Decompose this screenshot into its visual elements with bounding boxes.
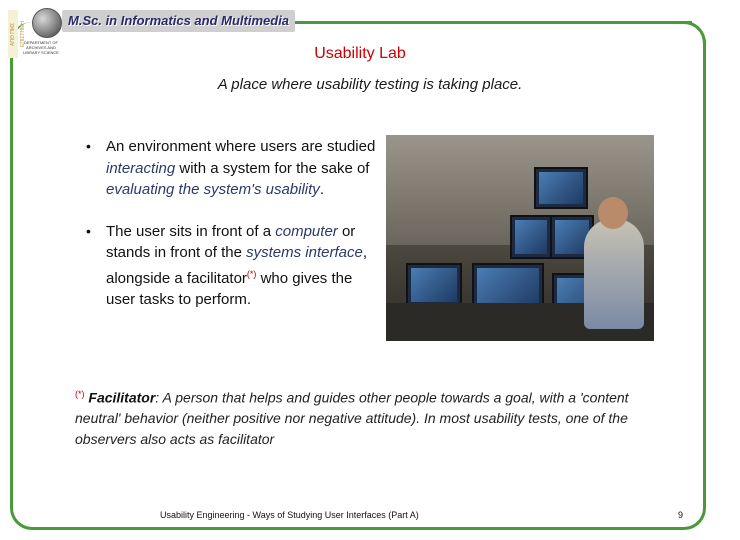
slide-title: Usability Lab	[314, 45, 406, 62]
bullet-emphasis: computer	[275, 222, 338, 240]
footnote-marker: (*)	[75, 389, 85, 399]
bullet-text: or stands in front of the	[106, 222, 356, 261]
usability-lab-photo	[386, 135, 654, 341]
side-stripe: ΑΠΘ ΠΜΣ ΕΠΙΣΤΗΜΗ	[8, 10, 18, 58]
bullet-text: with a system for the sake of	[175, 159, 370, 177]
footnote-marker: (*)	[246, 268, 257, 279]
bullet-text: The user sits in front of a	[106, 222, 276, 240]
bullet-emphasis: interacting	[106, 159, 176, 177]
bullet-text: .	[319, 181, 324, 198]
bullet-marker: •	[86, 222, 91, 239]
footnote-text: : A person that helps and guides other people towards a goal, with a 'content neutral' behavior (neither positive nor negative attitude). In most usability tests, one of the observers also acts as facilitator	[75, 389, 629, 447]
bullet-emphasis: evaluating the system's usability	[106, 181, 320, 198]
bullet-list	[86, 136, 376, 331]
slide-footer: Usability Engineering - Ways of Studying User Interfaces (Part A)	[160, 510, 419, 520]
photo-monitor	[534, 167, 588, 209]
photo-person-head	[598, 197, 628, 229]
program-title: M.Sc. in Informatics and Multimedia	[62, 10, 295, 32]
bullet-text: , alongside a facilitator	[106, 244, 367, 287]
bullet-emphasis: systems interface	[246, 244, 363, 261]
globe-logo-icon	[32, 8, 62, 38]
bullet-text: who gives the user tasks to perform.	[106, 269, 353, 308]
page-number: 9	[678, 510, 684, 520]
footnote-term: Facilitator	[88, 389, 156, 406]
photo-person	[584, 219, 644, 329]
bullet-text: An environment where users are studied	[106, 138, 376, 155]
photo-monitor	[406, 263, 462, 307]
slide-subtitle: A place where usability testing is taking place.	[217, 76, 523, 93]
bullet-item	[86, 221, 376, 311]
photo-monitor	[510, 215, 552, 259]
bullet-marker: •	[86, 138, 91, 154]
facilitator-footnote	[75, 384, 665, 449]
bullet-item	[86, 136, 376, 201]
slide-frame-top-line	[262, 21, 692, 24]
department-text: DEPARTMENT OF ARCHIVES AND LIBRARY SCIENCE	[23, 40, 59, 55]
